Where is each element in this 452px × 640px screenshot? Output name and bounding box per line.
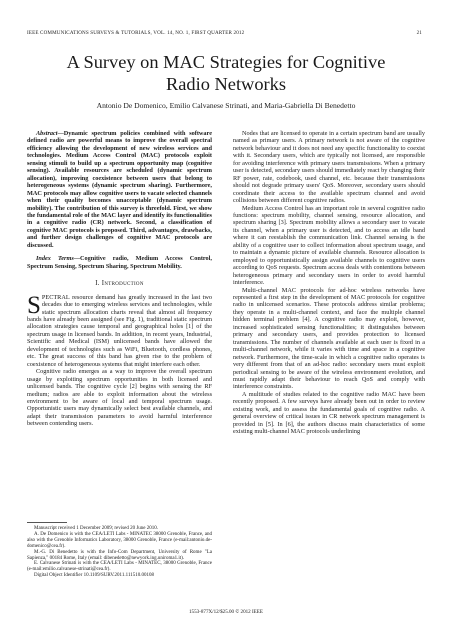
title-line-2: Radio Networks xyxy=(165,74,287,94)
index-terms-text: —Cognitive radio, Medium Access Control, Spectrum Sensing, Spectrum Sharing, Spectrum Mobility. xyxy=(27,255,212,270)
copyright-line: 1553-877X/12/$25.00 © 2012 IEEE xyxy=(188,609,264,615)
author-list: Antonio De Domenico, Emilio Calvanese Strinati, and Maria-Gabriella Di Benedetto xyxy=(96,101,356,110)
abstract xyxy=(27,130,212,249)
body-paragraph: Medium Access Control has an important role in several cognitive radio functions: spectrum mobility, channel sensing, resource allocation, and spectrum sharing [3]. Spectrum mobility allows a secondary user to vacate its channel, when a primary user is detected, and to access an idle band where it can reestablish the communication link. Channel sensing is the ability of a cognitive user to collect information about spectrum usage, and to maintain a dynamic picture of available channels. Resource allocation is employed to opportunistically assign available channels to cognitive users according to QoS requests. Spectrum access deals with contentions between heterogeneous primary and secondary users in order to avoid harmful interference. xyxy=(233,204,425,287)
right-column xyxy=(233,130,425,436)
section-heading: I. Introduction xyxy=(95,280,144,288)
index-terms-lead: Index Terms xyxy=(36,255,74,263)
journal-header: IEEE COMMUNICATIONS SURVEYS & TUTORIALS, VOL. 14, NO. 1, FIRST QUARTER 2012 xyxy=(27,30,245,36)
intro-paragraph-2: Cognitive radio emerges as a way to improve the overall spectrum usage by exploiting spectrum opportunities in both licensed and unlicensed bands. The cognitive cycle [2] begins with sensing the RF medium; radios are able to exploit information about the wireless environment to be aware of local and temporal spectrum usage. Opportunistic users may dynamically select best available channels, and adapt their transmission parameters to avoid harmful interference between contending users. xyxy=(27,368,212,428)
abstract-text: —Dynamic spectrum policies combined with software defined radio are powerful means to improve the overall spectral efficiency allowing the development of new wireless services and technologies. Medium Access Control (MAC) protocols exploit sensing stimuli to build up a spectrum opportunity map (cognitive sensing). Available resources are scheduled (dynamic spectrum allocation), improving coexistence between users that belong to heterogeneous systems (dynamic spectrum sharing). Furthermore, MAC protocols may allow cognitive users to vacate selected channels when their quality becomes unacceptable (dynamic spectrum mobility). The contribution of this survey is threefold. First, we show the fundamental role of the MAC layer and identify its functionalities in a cognitive radio (CR) network. Second, a classification of cognitive MAC protocols is proposed. Third, advantages, drawbacks, and further design challenges of cognitive MAC protocols are discussed. xyxy=(27,130,212,249)
footnotes xyxy=(27,526,212,579)
body-paragraph: Nodes that are licensed to operate in a certain spectrum band are usually named as primary users. A primary network is not aware of the cognitive network behaviour and it does not need any specific functionality to coexist with it. Secondary users, which are typically not licensed, are responsible for avoiding interference with primary users transmissions. When a primary user is detected, secondary users should immediately react by changing their RF power, rate, codebook, used channel, etc. because their transmissions should not degrade primary users' QoS. Moreover, secondary users should coordinate their access to the available spectrum channel and avoid collisions between different cognitive radios. xyxy=(233,130,425,205)
page-number: 21 xyxy=(416,30,422,36)
drop-cap: S xyxy=(27,291,41,319)
paper-title xyxy=(30,51,422,95)
footnote: Manuscript received 1 December 2009; revised 20 June 2010. xyxy=(34,526,158,531)
footnote: Digital Object Identifier 10.1109/SURV.2011.111510.00108 xyxy=(34,573,155,579)
title-line-1: A Survey on MAC Strategies for Cognitive xyxy=(66,52,386,72)
drop-cap-rest: PECTRAL xyxy=(41,293,70,301)
footnote: E. Calvanese Strinati is with the CEA/LETI Labs - MINATEC, 38000 Grenoble, France (e-mail:emilio.calvanese-strinati@cea.fr). xyxy=(27,561,212,573)
footnote-rule xyxy=(27,522,67,523)
body-paragraph: A multitude of studies related to the cognitive radio MAC have been recently proposed. A few surveys have already been out in order to review existing work, and to assess the fundamental goals of cognitive radio. A general overview of critical issues in CR network spectrum management is provided in [5]. In [6], the authors discuss main characteristics of some existing multi-channel MAC protocols underlining xyxy=(233,390,425,436)
left-column xyxy=(27,130,212,428)
footnote: M.-G. Di Benedetto is with the Info-Com Department, University of Rome "La Sapienza," 00184 Rome, Italy (email: dibenedetto@newyork.ing.uniroma1.it). xyxy=(27,549,212,561)
index-terms xyxy=(27,255,212,270)
intro-paragraph-1: SPECTRAL resource demand has greatly increased in the last two decades due to emerging wireless services and technologies, while static spectrum allocation charts reveal that almost all frequency bands have already been assigned (see Fig. 1), traditional static spectrum allocation strategies cause temporal and geographical holes [1] of the spectrum usage in licensed bands. In addition, in recent years, Industrial, Scientific and Medical (ISM) unlicensed bands have allowed the development of technologies such as WiFi, Bluetooth, cordless phones, etc. The great success of this band has given rise to the problem of coexistence of heterogeneous systems that might interfere each other. xyxy=(27,291,212,368)
footnote: A. De Domenico is with the CEA/LETI Labs - MINATEC 38000 Grenoble, France, and also with the Grenoble Informatics Laboratory, 38000 Grenoble, France (e-mail:antonio.de-domenico@cea.fr). xyxy=(27,531,212,549)
abstract-lead: Abstract xyxy=(36,130,58,137)
body-paragraph: Multi-channel MAC protocols for ad-hoc wireless networks have represented a first step in the development of MAC protocols for cognitive radio in unlicensed scenarios. These protocols address similar problems; they operate in a multi-channel context, and face the multiple channel hidden terminal problem [4]. A cognitive radio may exploit, however, increased sophisticated sensing functionalities; it distinguishes between primary and secondary users, and provides protection to licensed transmissions. The number of channels available at each user is fixed in a multi-channel network, while it varies with time and space in a cognitive network. Furthermore, the time-scale in which a cognitive radio operates is very different from that of an ad-hoc radio: secondary users must exploit periodical sensing to be aware of the wireless environment evolution, and must rapidly adapt their behaviour to reach QoS and comply with interference constraints. xyxy=(233,286,425,391)
running-header xyxy=(27,30,422,36)
